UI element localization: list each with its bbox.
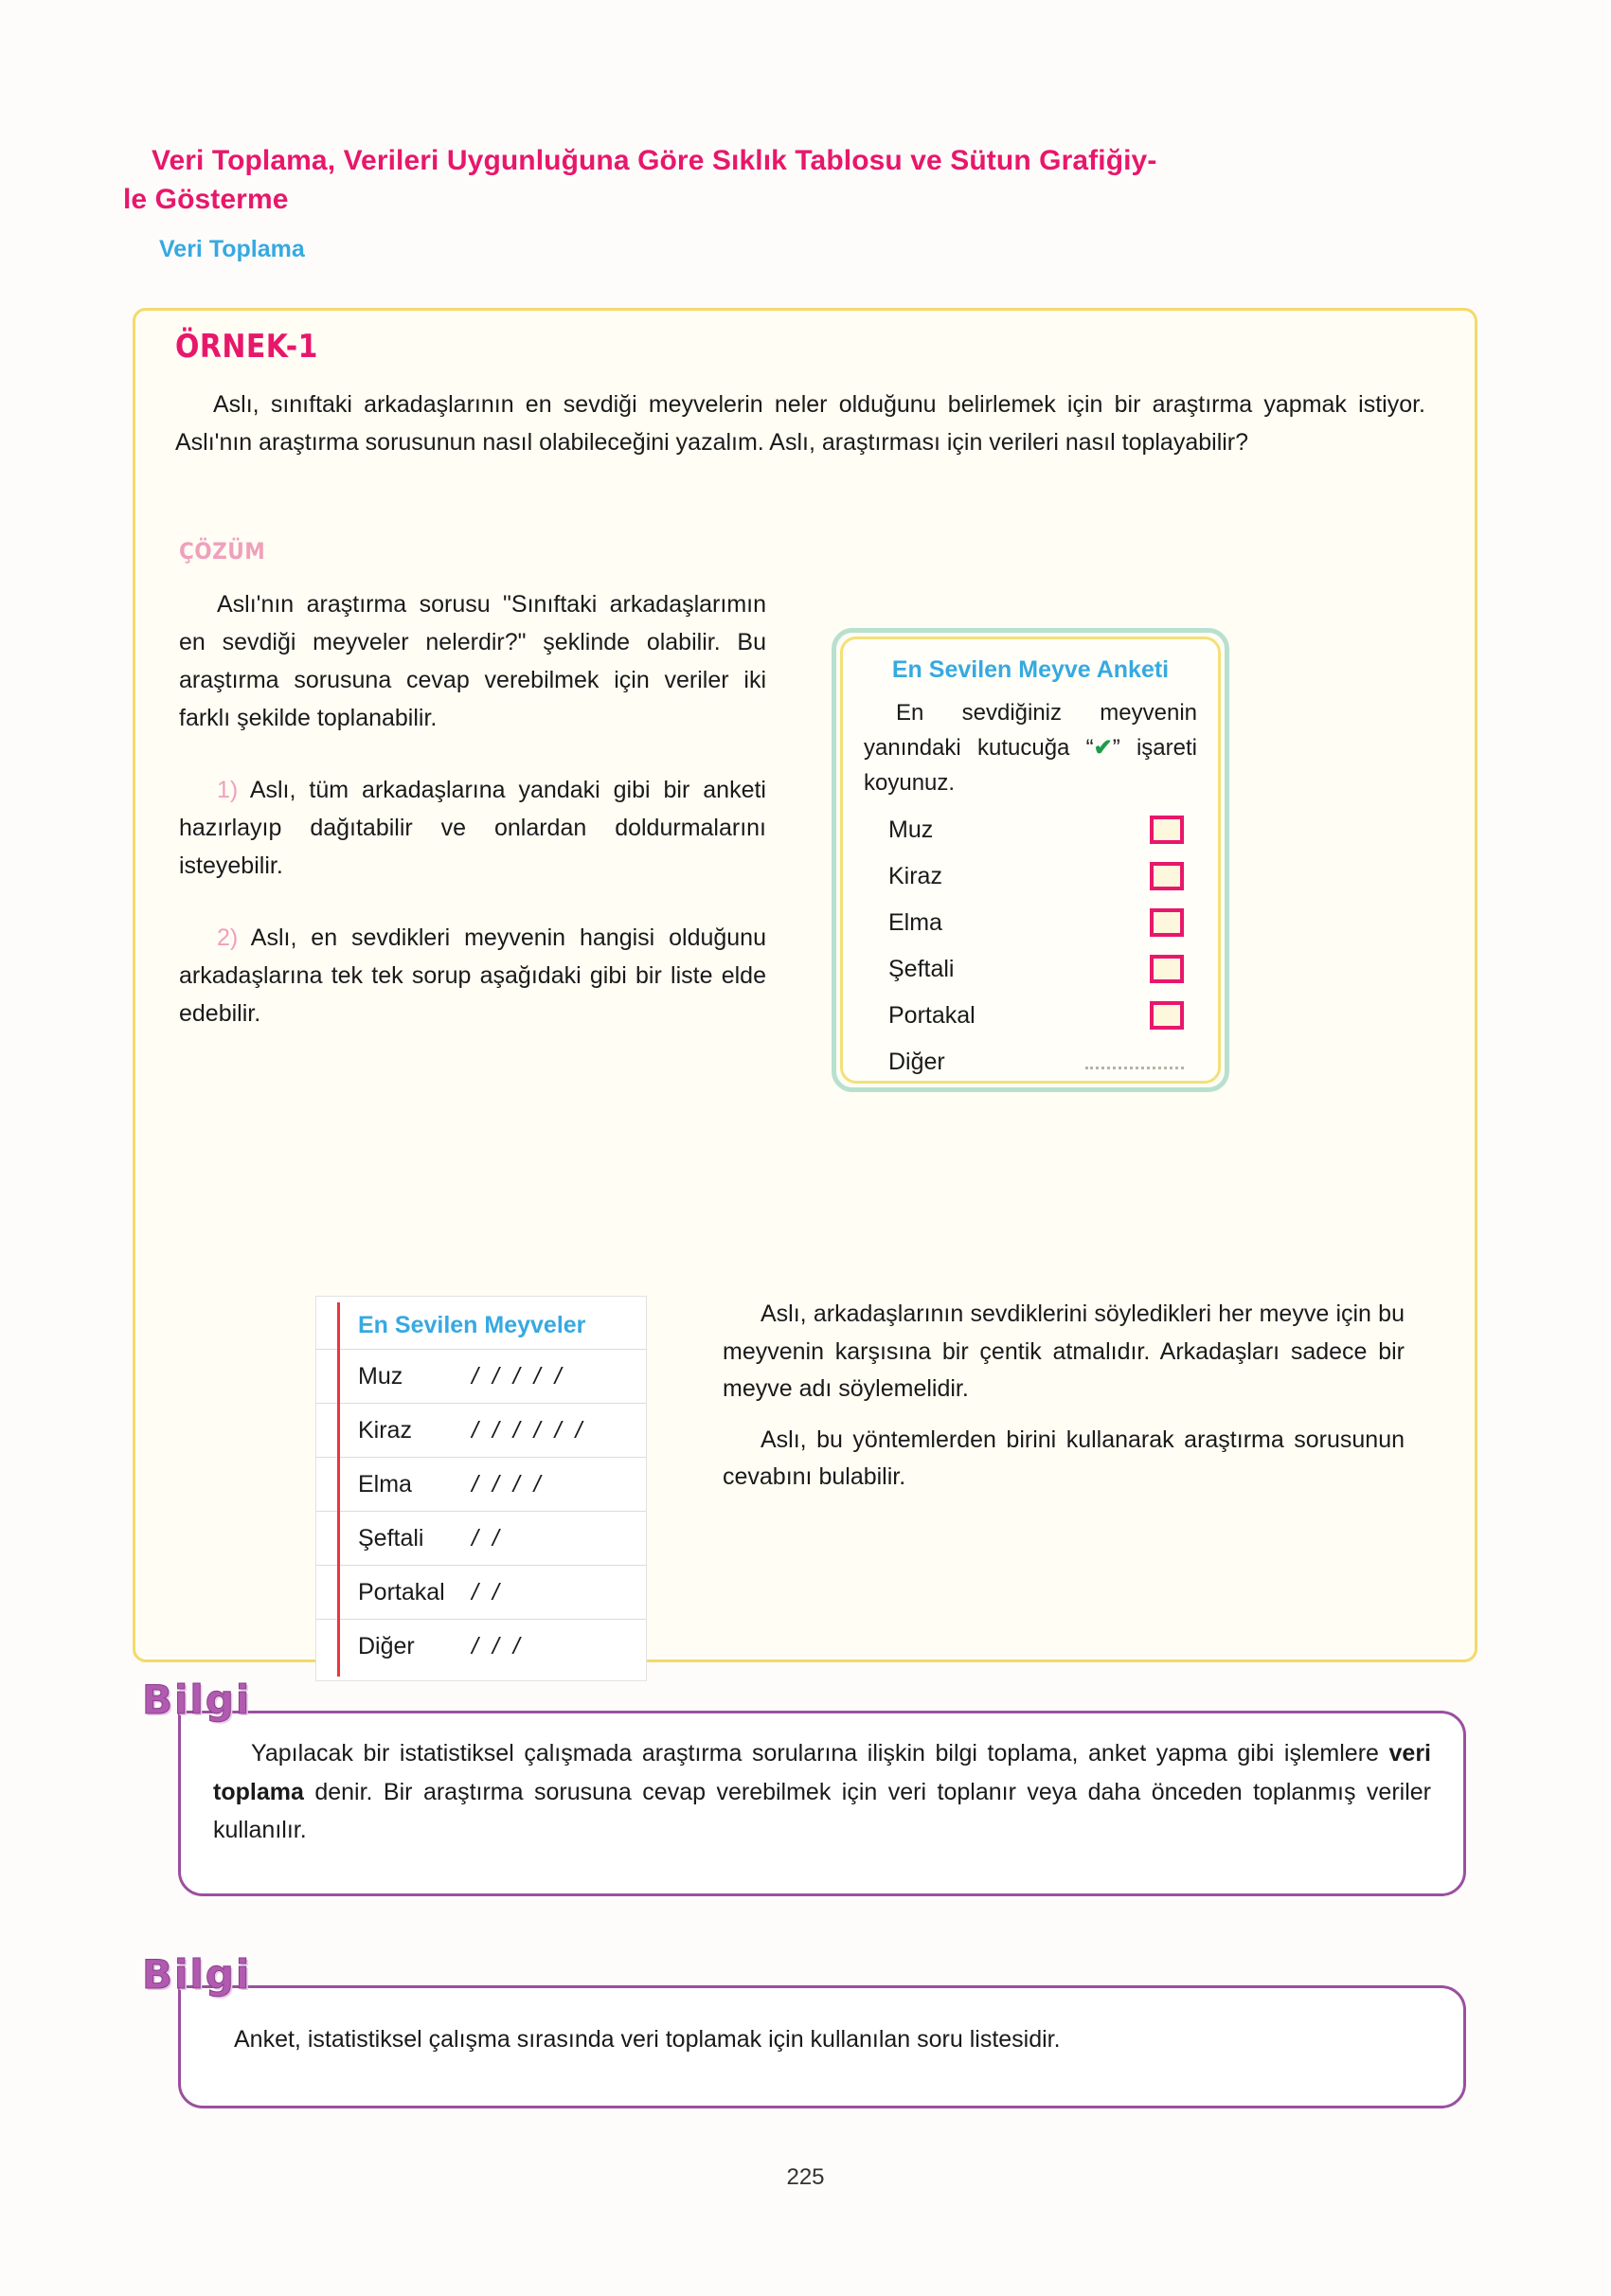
page-subtitle: Veri Toplama bbox=[159, 236, 305, 262]
page-title-line-1: Veri Toplama, Verileri Uygunluğuna Göre Sıklık Tablosu ve Sütun Grafiğiy- bbox=[152, 145, 1157, 176]
tally-row-marks: / / bbox=[472, 1578, 503, 1605]
info-text-part-2: denir. Bir araştırma sorusuna cevap verebilmek için veri toplanır veya daha önceden toplanmış veriler kullanılır. bbox=[213, 1778, 1431, 1843]
info-frame bbox=[178, 1985, 1466, 2108]
tally-row-name: Elma bbox=[358, 1470, 412, 1498]
solution-left-column bbox=[179, 585, 766, 1032]
table-row bbox=[316, 1566, 646, 1620]
table-row bbox=[316, 1458, 646, 1512]
write-in-line[interactable] bbox=[1085, 1067, 1184, 1069]
check-icon: ✔ bbox=[1093, 735, 1113, 762]
info-label: Bilgi bbox=[142, 1677, 252, 1723]
checkbox-icon[interactable] bbox=[1150, 816, 1184, 844]
survey-option-label: Portakal bbox=[888, 1001, 976, 1029]
solution-intro: Aslı'nın araştırma sorusu "Sınıftaki arkadaşlarımın en sevdiği meyveler nelerdir?" şeklinde olabilir. Bu araştırma sorusuna cevap verebilmek için veriler iki farklı şekilde toplanabilir. bbox=[179, 591, 766, 731]
survey-card-inner bbox=[840, 637, 1221, 1084]
info-block-1 bbox=[142, 1677, 1468, 1913]
table-row bbox=[316, 1620, 646, 1673]
info-frame bbox=[178, 1711, 1466, 1896]
tally-row-marks: / / / / / / bbox=[472, 1416, 586, 1444]
survey-option-muz[interactable] bbox=[864, 807, 1197, 853]
tally-row-marks: / / / / / bbox=[472, 1362, 565, 1390]
example-label: ÖRNEK-1 bbox=[175, 328, 318, 366]
info-label: Bilgi bbox=[142, 1951, 252, 1998]
survey-option-label: Elma bbox=[888, 908, 942, 936]
page-title-block bbox=[123, 142, 1430, 263]
survey-option-seftali[interactable] bbox=[864, 946, 1197, 993]
solution-item-2 bbox=[179, 919, 766, 1032]
info-text bbox=[181, 1713, 1463, 1871]
solution-item-1 bbox=[179, 771, 766, 885]
tally-row-marks: / / / bbox=[472, 1632, 524, 1659]
example-box bbox=[133, 308, 1477, 1662]
survey-option-label: Diğer bbox=[888, 1048, 945, 1075]
table-row bbox=[316, 1350, 646, 1404]
checkbox-icon[interactable] bbox=[1150, 1001, 1184, 1030]
page-title bbox=[123, 142, 1430, 219]
tally-table bbox=[315, 1296, 647, 1681]
page-title-line-2: le Gösterme bbox=[123, 183, 289, 215]
tally-side-paragraph-2: Aslı, bu yöntemlerden birini kullanarak araştırma sorusunun cevabını bulabilir. bbox=[723, 1426, 1405, 1490]
solution-item-2-text: Aslı, en sevdikleri meyvenin hangisi olduğunu arkadaşlarına tek tek sorup aşağıdaki gibi bir liste elde edebilir. bbox=[179, 924, 766, 1027]
survey-instruction-part-1: En sevdiğiniz meyvenin yanındaki kutucuğa “ bbox=[864, 700, 1197, 762]
table-row bbox=[316, 1512, 646, 1566]
page-number: 225 bbox=[786, 2164, 825, 2190]
survey-title: En Sevilen Meyve Anketi bbox=[891, 656, 1170, 683]
tally-row-marks: / / / / bbox=[472, 1470, 545, 1498]
info-text-emphasis: veri toplama bbox=[213, 1740, 1431, 1805]
survey-option-kiraz[interactable] bbox=[864, 853, 1197, 900]
tally-row-name: Portakal bbox=[358, 1578, 445, 1605]
example-question-block bbox=[175, 386, 1425, 461]
tally-row-name: Kiraz bbox=[358, 1416, 412, 1444]
survey-instruction-part-2: ” işareti koyunuz. bbox=[864, 735, 1197, 797]
tally-table-title: En Sevilen Meyveler bbox=[316, 1304, 646, 1350]
survey-card bbox=[832, 628, 1229, 1092]
table-row bbox=[316, 1404, 646, 1458]
survey-instruction bbox=[864, 695, 1197, 801]
checkbox-icon[interactable] bbox=[1150, 955, 1184, 983]
tally-row-name: Diğer bbox=[358, 1632, 415, 1659]
solution-item-1-number: 1) bbox=[217, 777, 239, 803]
solution-item-2-number: 2) bbox=[217, 924, 239, 951]
survey-option-diger[interactable] bbox=[864, 1039, 1197, 1085]
survey-option-label: Kiraz bbox=[888, 862, 942, 889]
survey-option-portakal[interactable] bbox=[864, 993, 1197, 1039]
survey-option-elma[interactable] bbox=[864, 900, 1197, 946]
tally-side-text bbox=[723, 1296, 1405, 1497]
info-text: Anket, istatistiksel çalışma sırasında veri toplamak için kullanılan soru listesidir. bbox=[234, 2026, 1061, 2053]
survey-option-list bbox=[864, 807, 1197, 1085]
survey-option-label: Muz bbox=[888, 816, 934, 843]
solution-item-1-text: Aslı, tüm arkadaşlarına yandaki gibi bir anketi hazırlayıp dağıtabilir ve onlardan doldurmalarını isteyebilir. bbox=[179, 777, 766, 879]
info-block-2 bbox=[142, 1951, 1468, 2131]
tally-row-marks: / / bbox=[472, 1524, 503, 1552]
checkbox-icon[interactable] bbox=[1150, 862, 1184, 890]
solution-label: ÇÖZÜM bbox=[179, 538, 266, 565]
tally-row-name: Muz bbox=[358, 1362, 403, 1390]
tally-side-paragraph-1: Aslı, arkadaşlarının sevdiklerini söyledikleri her meyve için bu meyvenin karşısına bir çentik atmalıdır. Arkadaşları sadece bir meyve adı söylemelidir. bbox=[723, 1300, 1405, 1402]
tally-row-name: Şeftali bbox=[358, 1524, 424, 1552]
info-text-part-1: Yapılacak bir istatistiksel çalışmada araştırma sorularına ilişkin bilgi toplama, anket yapma gibi işlemlere bbox=[251, 1740, 1389, 1767]
survey-option-label: Şeftali bbox=[888, 955, 955, 982]
checkbox-icon[interactable] bbox=[1150, 908, 1184, 937]
example-question: Aslı, sınıftaki arkadaşlarının en sevdiği meyvelerin neler olduğunu belirlemek için bir araştırma yapmak istiyor. Aslı'nın araştırma sorusunun nasıl olabileceğini yazalım. Aslı, araştırması için verileri nasıl toplayabilir? bbox=[175, 391, 1425, 456]
